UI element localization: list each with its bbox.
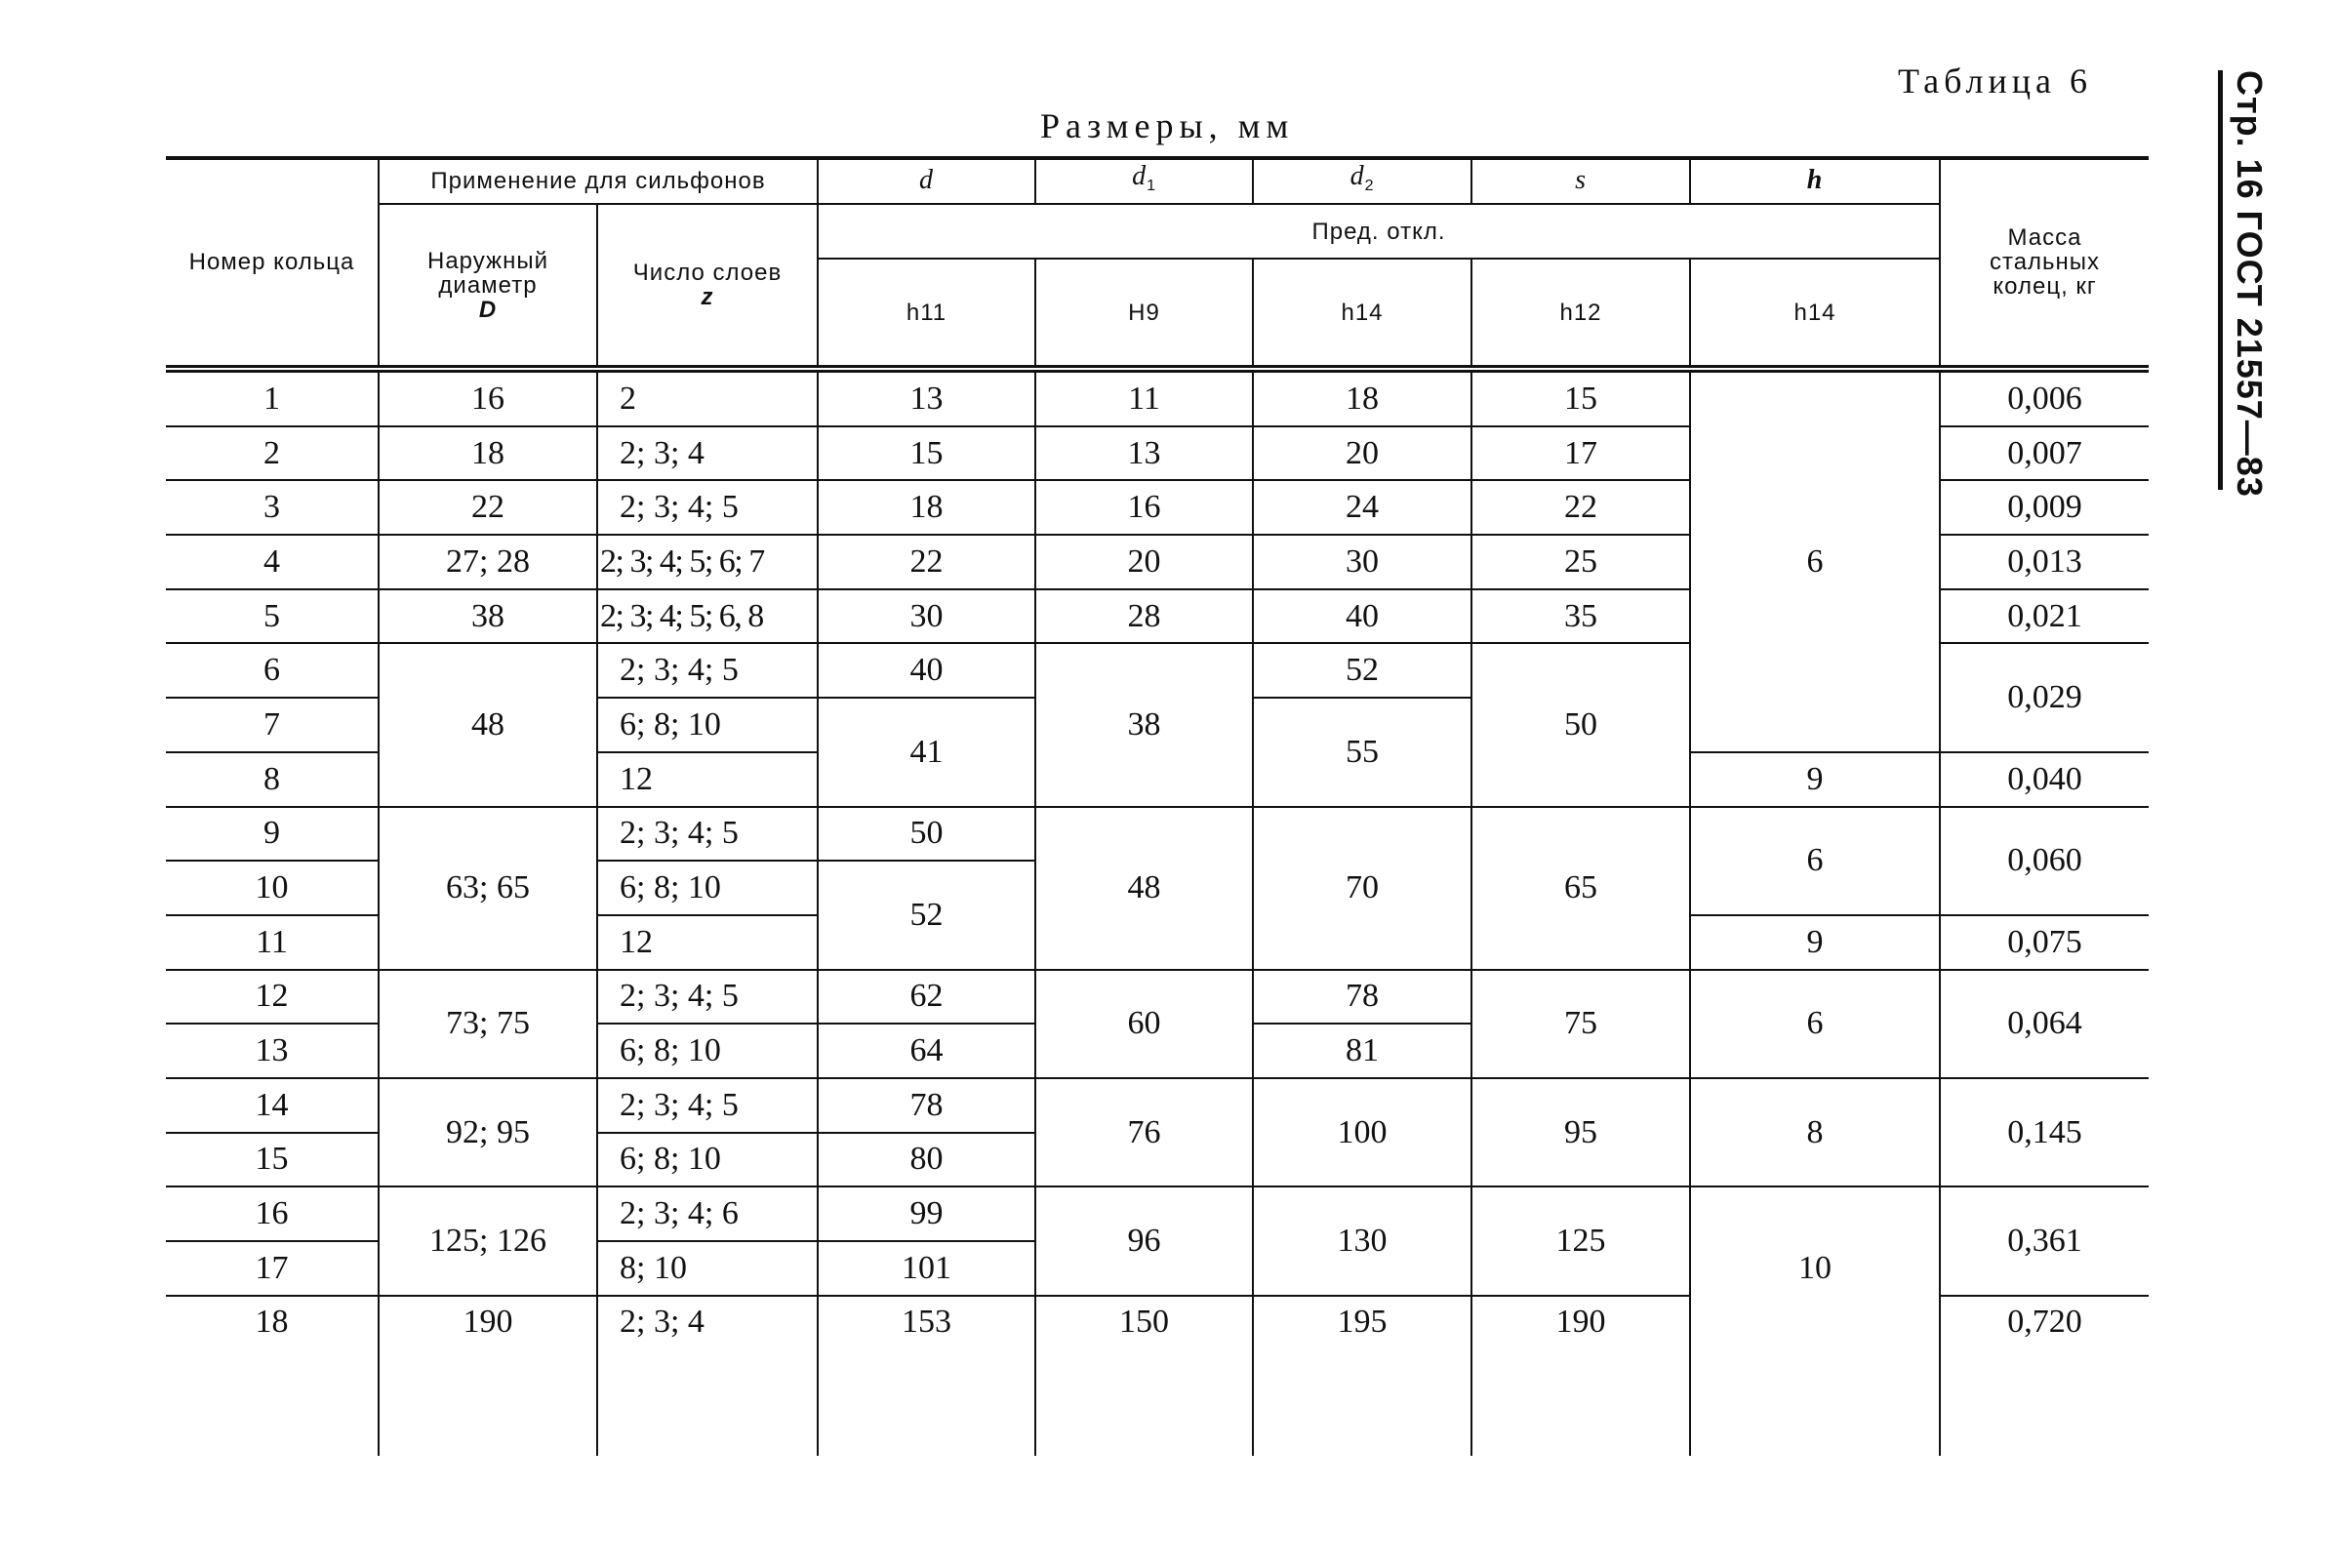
cell-D: 63; 65 (379, 807, 597, 970)
cell-s: 75 (1471, 970, 1690, 1078)
cell-z: 2; 3; 4 (597, 426, 818, 481)
cell-d: 78 (818, 1078, 1035, 1133)
cell-d1: 13 (1035, 426, 1253, 481)
cell-d1: 96 (1035, 1186, 1253, 1295)
cell-z: 6; 8; 10 (597, 1024, 818, 1078)
cell-z: 8; 10 (597, 1241, 818, 1296)
header-application: Применение для сильфонов (379, 158, 818, 204)
cell-d2: 40 (1253, 589, 1471, 644)
cell-z: 2; 3; 4; 5; 6; 7 (597, 535, 818, 589)
cell-ring: 14 (166, 1078, 379, 1133)
cell-h: 9 (1690, 752, 1940, 807)
cell-d2: 195 (1253, 1296, 1471, 1348)
cell-d: 41 (818, 698, 1035, 806)
cell-s: 25 (1471, 535, 1690, 589)
cell-mass: 0,361 (1940, 1186, 2149, 1295)
cell-h: 6 (1690, 807, 1940, 915)
cell-d: 101 (818, 1241, 1035, 1296)
cell-ring: 9 (166, 807, 379, 862)
header-mass: Масса стальных колец, кг (1989, 223, 2101, 300)
header-ring-number: Номер кольца (166, 158, 379, 369)
cell-ring: 6 (166, 643, 379, 698)
cell-z: 12 (597, 752, 818, 807)
table-row (166, 807, 2149, 862)
cell-mass: 0,013 (1940, 535, 2149, 589)
cell-h: 10 (1690, 1186, 1940, 1347)
tol-d: h11 (818, 259, 1035, 369)
cell-d1: 150 (1035, 1296, 1253, 1348)
cell-z: 2; 3; 4; 5 (597, 643, 818, 698)
cell-ring: 15 (166, 1133, 379, 1187)
table-caption: Размеры, мм (1040, 106, 1295, 145)
header-d: d (818, 158, 1035, 204)
cell-z: 2; 3; 4; 5 (597, 480, 818, 535)
cell-z: 2 (597, 369, 818, 426)
cell-mass: 0,009 (1940, 480, 2149, 535)
cell-s: 17 (1471, 426, 1690, 481)
cell-ring: 4 (166, 535, 379, 589)
table-row (166, 369, 2149, 426)
cell-h: 6 (1690, 369, 1940, 752)
cell-D: 22 (379, 480, 597, 535)
cell-ring: 16 (166, 1186, 379, 1241)
header-s: s (1471, 158, 1690, 204)
header-layers: Число слоев z (597, 204, 818, 369)
cell-z: 2; 3; 4; 5 (597, 1078, 818, 1133)
cell-d1: 16 (1035, 480, 1253, 535)
cell-d: 15 (818, 426, 1035, 481)
cell-ring: 18 (166, 1296, 379, 1348)
cell-s: 95 (1471, 1078, 1690, 1186)
cell-ring: 3 (166, 480, 379, 535)
cell-z: 2; 3; 4; 6 (597, 1186, 818, 1241)
cell-d2: 20 (1253, 426, 1471, 481)
cell-s: 15 (1471, 369, 1690, 426)
cell-ring: 2 (166, 426, 379, 481)
table-number: Таблица 6 (1898, 61, 2092, 101)
cell-mass: 0,021 (1940, 589, 2149, 644)
cell-ring: 12 (166, 970, 379, 1025)
side-rule (2218, 70, 2223, 490)
cell-ring: 13 (166, 1024, 379, 1078)
cell-d: 80 (818, 1133, 1035, 1187)
cell-h: 8 (1690, 1078, 1940, 1186)
cell-d2: 100 (1253, 1078, 1471, 1186)
tol-d2: h14 (1253, 259, 1471, 369)
cell-d: 64 (818, 1024, 1035, 1078)
cell-d: 40 (818, 643, 1035, 698)
cell-D: 73; 75 (379, 970, 597, 1078)
side-header-text: Стр. 16 ГОСТ 21557—83 (2230, 70, 2270, 498)
cell-D: 190 (379, 1296, 597, 1348)
cell-d: 153 (818, 1296, 1035, 1348)
header-tolerance: Пред. откл. (818, 204, 1940, 259)
tol-d1: H9 (1035, 259, 1253, 369)
cell-mass: 0,040 (1940, 752, 2149, 807)
cell-d2: 130 (1253, 1186, 1471, 1295)
cell-s: 190 (1471, 1296, 1690, 1348)
cell-d: 13 (818, 369, 1035, 426)
cell-mass: 0,007 (1940, 426, 2149, 481)
cell-mass: 0,075 (1940, 915, 2149, 970)
header-d2: $d_2$ (1253, 158, 1471, 204)
cell-mass: 0,145 (1940, 1078, 2149, 1186)
cell-s: 65 (1471, 807, 1690, 970)
cell-d2: 55 (1253, 698, 1471, 806)
cell-d: 22 (818, 535, 1035, 589)
cell-d: 99 (818, 1186, 1035, 1241)
cell-D: 125; 126 (379, 1186, 597, 1295)
cell-d1: 60 (1035, 970, 1253, 1078)
cell-s: 35 (1471, 589, 1690, 644)
cell-z: 2; 3; 4; 5 (597, 970, 818, 1025)
cell-mass: 0,029 (1940, 643, 2149, 751)
cell-d: 62 (818, 970, 1035, 1025)
cell-ring: 7 (166, 698, 379, 752)
cell-ring: 10 (166, 861, 379, 915)
cell-mass: 0,006 (1940, 369, 2149, 426)
cell-z: 2; 3; 4; 5 (597, 807, 818, 862)
cell-h: 6 (1690, 970, 1940, 1078)
cell-h: 9 (1690, 915, 1940, 970)
cell-D: 27; 28 (379, 535, 597, 589)
cell-mass: 0,720 (2007, 1304, 2082, 1341)
cell-d2: 81 (1253, 1024, 1471, 1078)
cell-d1: 28 (1035, 589, 1253, 644)
cell-ring: 1 (166, 369, 379, 426)
cell-d2: 18 (1253, 369, 1471, 426)
cell-z: 2; 3; 4; 5; 6, 8 (597, 589, 818, 644)
cell-s: 50 (1471, 643, 1690, 806)
cell-ring: 8 (166, 752, 379, 807)
cell-d: 50 (818, 807, 1035, 862)
cell-z: 6; 8; 10 (597, 1133, 818, 1187)
cell-ring: 17 (166, 1241, 379, 1296)
cell-D: 18 (379, 426, 597, 481)
cell-d1: 48 (1035, 807, 1253, 970)
cell-D: 16 (379, 369, 597, 426)
cell-ring: 11 (166, 915, 379, 970)
tol-s: h12 (1471, 259, 1690, 369)
cell-d2: 24 (1253, 480, 1471, 535)
cell-d: 30 (818, 589, 1035, 644)
table-tail (166, 1348, 2149, 1456)
header-h: h (1690, 158, 1940, 204)
dimensions-table (166, 158, 2149, 1456)
cell-d2: 78 (1253, 970, 1471, 1025)
cell-d2: 70 (1253, 807, 1471, 970)
cell-z: 6; 8; 10 (597, 698, 818, 752)
table-row (166, 1186, 2149, 1241)
cell-mass: 0,060 (1940, 807, 2149, 915)
cell-D: 38 (379, 589, 597, 644)
cell-d1: 38 (1035, 643, 1253, 806)
table-row (166, 970, 2149, 1025)
cell-d1: 76 (1035, 1078, 1253, 1186)
cell-d1: 20 (1035, 535, 1253, 589)
cell-mass: 0,064 (1940, 970, 2149, 1078)
cell-d1: 11 (1035, 369, 1253, 426)
cell-d2: 30 (1253, 535, 1471, 589)
cell-d: 18 (818, 480, 1035, 535)
cell-ring: 5 (166, 589, 379, 644)
cell-s: 22 (1471, 480, 1690, 535)
cell-z: 2; 3; 4 (597, 1296, 818, 1348)
page-side-header (2215, 70, 2293, 498)
header-outer-diameter: Наружный диаметр D (379, 204, 597, 369)
table-row (166, 1078, 2149, 1133)
cell-D: 48 (379, 643, 597, 806)
header-d1: $d_1$ (1035, 158, 1253, 204)
cell-d: 52 (818, 861, 1035, 969)
cell-D: 92; 95 (379, 1078, 597, 1186)
tol-h: h14 (1690, 259, 1940, 369)
cell-s: 125 (1471, 1186, 1690, 1295)
cell-z: 6; 8; 10 (597, 861, 818, 915)
cell-z: 12 (597, 915, 818, 970)
cell-d2: 52 (1253, 643, 1471, 698)
